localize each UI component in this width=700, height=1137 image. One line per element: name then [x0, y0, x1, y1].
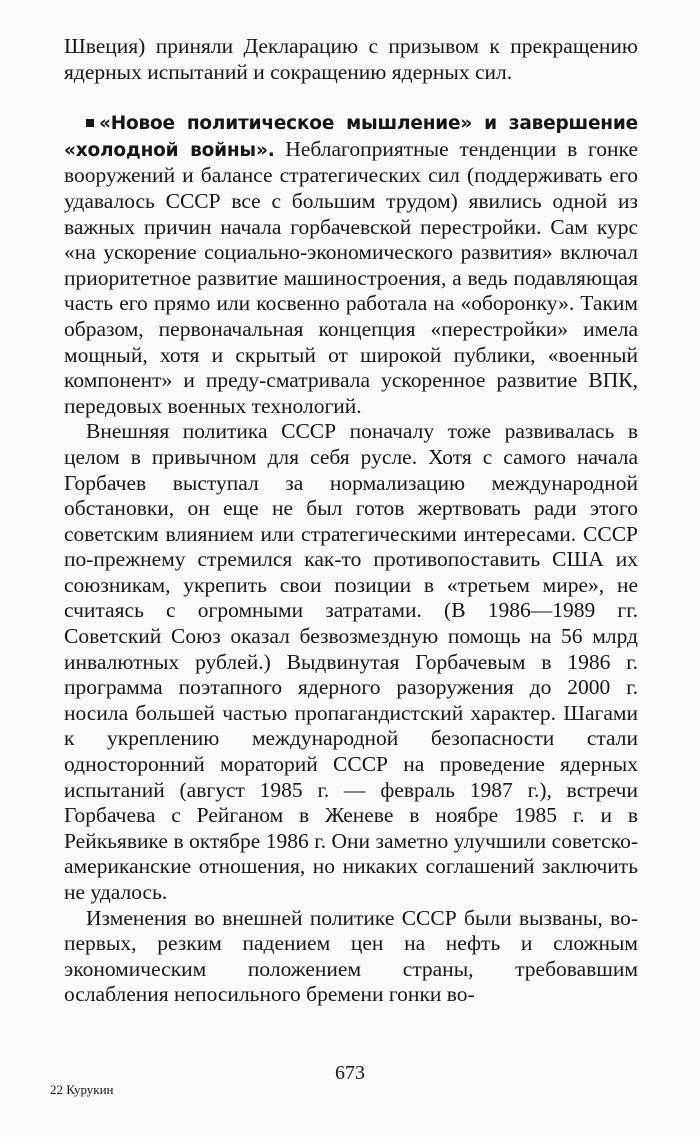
section-paragraph-text: Неблагоприятные тенденции в гонке вооружений и балансе стратегических сил (поддерживать его удавалось СССР все с большим трудом) явились одной из важных причин начала горбачевской перестройки. Сам курс «на ускорение социально-экономического развития» включал приоритетное развитие машиностроения, а ведь подавляющая часть его прямо или косвенно работала на «оборонку». Таким образом, первоначальная концепция «перестройки» имела мощный, хотя и скрытый от широкой публики, «военный компонент» и преду-сматривала ускоренное развитие ВПК, передовых военных технологий.	[64, 136, 638, 418]
paragraph-foreign-policy: Внешняя политика СССР поначалу тоже развивалась в целом в привычном для себя русле. Хотя с самого начала Горбачев выступал за нормализацию международной обстановки, он еще не был готов жертвовать ради этого советским влиянием или стратегическими интересами. СССР по-прежнему стремился как-то противопоставить США их союзникам, укрепить свои позиции в «третьем мире», не считаясь с огромными затратами. (В 1986—1989 гг. Советский Союз оказал безвозмездную помощь на 56 млрд инвалютных рублей.) Выдвинутая Горбачевым в 1986 г. программа поэтапного ядерного разоружения до 2000 г. носила большей частью пропагандистский характер. Шагами к укреплению международной безопасности стали односторонний мораторий СССР на проведение ядерных испытаний (август 1985 г. — февраль 1987 г.), встречи Горбачева с Рейганом в Женеве в ноябре 1985 г. и в Рейкьявике в октябре 1986 г. Они заметно улучшили советско-американские отношения, но никаких соглашений заключить не удалось.	[64, 419, 638, 904]
section-heading: «Новое политическое мышление» и завершение «холодной войны».	[64, 113, 638, 161]
paragraph-changes: Изменения во внешней политике СССР были вызваны, во-первых, резким падением цен на нефть и сложным экономическим положением страны, требовавшим ослабления непосильного бремени гонки во-	[64, 905, 638, 1007]
square-bullet-icon	[86, 119, 94, 127]
signature-mark: 22 Курукин	[50, 1082, 114, 1097]
body-text	[64, 34, 638, 1008]
intro-paragraph: Швеция) приняли Декларацию с призывом к прекращению ядерных испытаний и сокращению ядерных сил.	[64, 34, 638, 84]
page-number: 673	[335, 1062, 365, 1084]
section-paragraph	[64, 110, 638, 419]
